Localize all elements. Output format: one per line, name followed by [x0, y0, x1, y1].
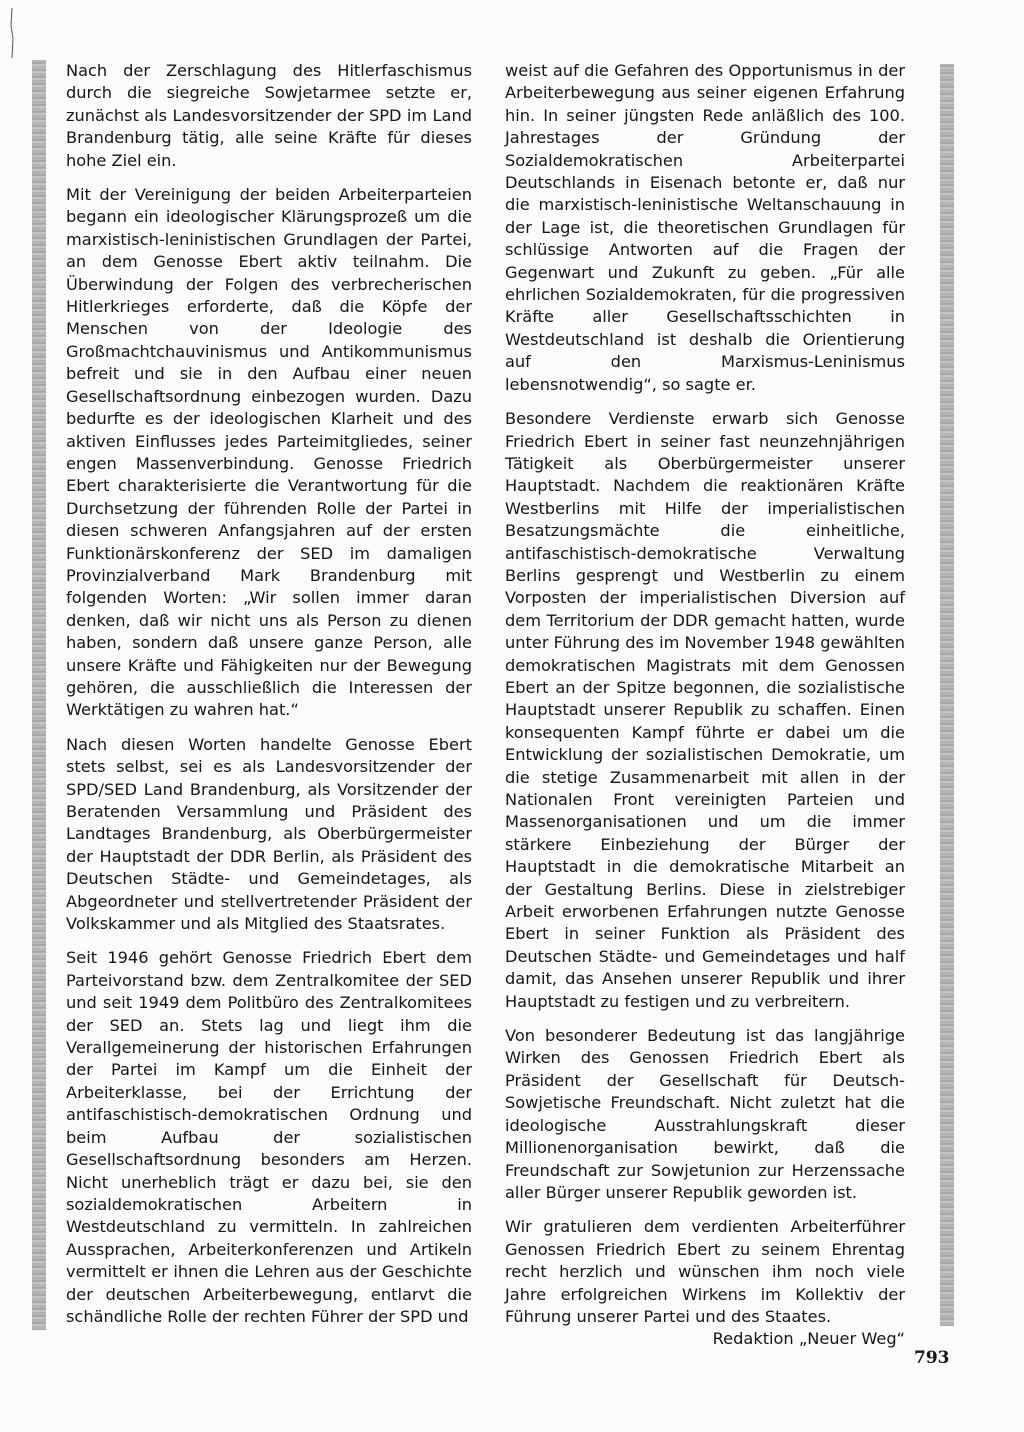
right-text-column — [505, 60, 905, 1351]
signature-line — [505, 1328, 905, 1350]
paragraph: Mit der Vereinigung der beiden Arbeiterparteien begann ein ideologischer Klärungsprozeß um die marxistisch-leninistischen Grundlagen der Partei, an dem Genosse Ebert aktiv teilnahm. Die Überwindung der Folgen des verbrecherischen Hitlerkrieges erforderte, daß die Köpfe der Menschen von der Ideologie des Großmachtchauvinismus und Antikommunismus befreit und sie in den Aufbau einer neuen Gesellschaftsordnung einbezogen wurden. Dazu bedurfte es der ideologischen Klarheit und des aktiven Einflusses jedes Parteimitgliedes, seiner engen Massenverbindung. Genosse Friedrich Ebert charakterisierte die Verantwortung für die Durchsetzung der führenden Rolle der Partei in diesen schweren Anfangsjahren auf der ersten Funktionärskonferenz der SED im damaligen Provinzialverband Mark Brandenburg mit folgenden Worten: „Wir sollen immer daran denken, daß wir nicht uns als Person zu dienen haben, sondern daß unsere ganze Person, alle unsere Kräfte und Fähigkeiten nur der Bewegung gehören, die ausschließlich die Interessen der Werktätigen zu wahren hat.“ — [66, 185, 472, 720]
editorial-signature: Redaktion „Neuer Weg“ — [712, 1329, 905, 1349]
left-scan-edge — [32, 60, 46, 1330]
paragraph: Nach der Zerschlagung des Hitlerfaschismus durch die siegreiche Sowjetarmee setzte er, zunächst als Landesvorsitzender der SPD im Land Brandenburg tätig, alle seine Kräfte für dieses hohe Ziel ein. — [66, 61, 472, 170]
paragraph: weist auf die Gefahren des Opportunismus in der Arbeiterbewegung aus seiner eigenen Erfahrung hin. In seiner jüngsten Rede anläßlich des 100. Jahrestages der Gründung der Sozialdemokratischen Arbeiterpartei Deutschlands in Eisenach betonte er, daß nur die marxistisch-leninistische Weltanschauung in der Lage ist, die theoretischen Grundlagen für schlüssige Antworten auf die Fragen der Gegenwart und Zukunft zu geben. „Für alle ehrlichen Sozialdemokraten, für die progressiven Kräfte aller Gesellschaftsschichten in Westdeutschland ist deshalb die Orientierung auf den Marxismus-Leninismus lebensnotwendig“, so sagte er. — [505, 61, 905, 394]
paragraph: Wir gratulieren dem verdienten Arbeiterführer Genossen Friedrich Ebert zu seinem Ehrentag recht herzlich und wünschen ihm noch viele Jahre erfolgreichen Wirkens im Kollektiv der Führung unserer Partei und des Staates. — [505, 1217, 905, 1326]
left-text-column — [66, 60, 472, 1340]
scan-corner-mark — [8, 8, 16, 58]
page-number: 793 — [914, 1348, 950, 1368]
paragraph: Besondere Verdienste erwarb sich Genosse Friedrich Ebert in seiner fast neunzehnjährigen Tätigkeit als Oberbürgermeister unserer Hauptstadt. Nachdem die reaktionären Kräfte Westberlins mit Hilfe der imperialistischen Besatzungsmächte die einheitliche, antifaschistisch-demokratische Verwaltung Berlins gesprengt und Westberlin zu einem Vorposten der imperialistischen Diversion auf dem Territorium der DDR gemacht hatten, wurde unter Führung des im November 1948 gewählten demokratischen Magistrats mit dem Genossen Ebert an der Spitze begonnen, die sozialistische Hauptstadt unserer Republik zu schaffen. Einen konsequenten Kampf führte er dabei um die Entwicklung der sozialistischen Demokratie, um die stetige Zusammenarbeit mit allen in der Nationalen Front vereinigten Parteien und Massenorganisationen und um die immer stärkere Einbeziehung der Bürger der Hauptstadt in die demokratische Mitarbeit an der Gestaltung Berlins. Diese in zielstrebiger Arbeit erworbenen Erfahrungen nutzte Genosse Ebert in seiner Funktion als Präsident des Deutschen Städte- und Gemeindetages und half damit, das Ansehen unserer Republik und ihrer Hauptstadt zu festigen und zu verbreitern. — [505, 409, 905, 1011]
paragraph: Seit 1946 gehört Genosse Friedrich Ebert dem Parteivorstand bzw. dem Zentralkomitee der SED und seit 1949 dem Politbüro des Zentralkomitees der SED an. Stets lag und liegt ihm die Verallgemeinerung der historischen Erfahrungen der Partei im Kampf um die Einheit der Arbeiterklasse, bei der Errichtung der antifaschistisch-demokratischen Ordnung und beim Aufbau der sozialistischen Gesellschaftsordnung besonders am Herzen. Nicht unerheblich trägt er dazu bei, sie den sozialdemokratischen Arbeitern in Westdeutschland zu vermitteln. In zahlreichen Aussprachen, Arbeiterkonferenzen und Artikeln vermittelt er ihnen die Lehren aus der Geschichte der deutschen Arbeiterbewegung, entlarvt die schändliche Rolle der rechten Führer der SPD und — [66, 948, 472, 1326]
paragraph: Von besonderer Bedeutung ist das langjährige Wirken des Genossen Friedrich Ebert als Präsident der Gesellschaft für Deutsch-Sowjetische Freundschaft. Nicht zuletzt hat die ideologische Ausstrahlungskraft dieser Millionenorganisation bewirkt, daß die Freundschaft zur Sowjetunion zur Herzenssache aller Bürger unserer Republik geworden ist. — [505, 1026, 905, 1202]
right-scan-edge — [940, 64, 954, 1326]
paragraph: Nach diesen Worten handelte Genosse Ebert stets selbst, sei es als Landesvorsitzender der SPD/SED Land Brandenburg, als Vorsitzender der Beratenden Versammlung und Präsident des Landtages Brandenburg, als Oberbürgermeister der Hauptstadt der DDR Berlin, als Präsident des Deutschen Städte- und Gemeindetages, als Abgeordneter und stellvertretender Präsident der Volkskammer und als Mitglied des Staatsrates. — [66, 734, 472, 934]
